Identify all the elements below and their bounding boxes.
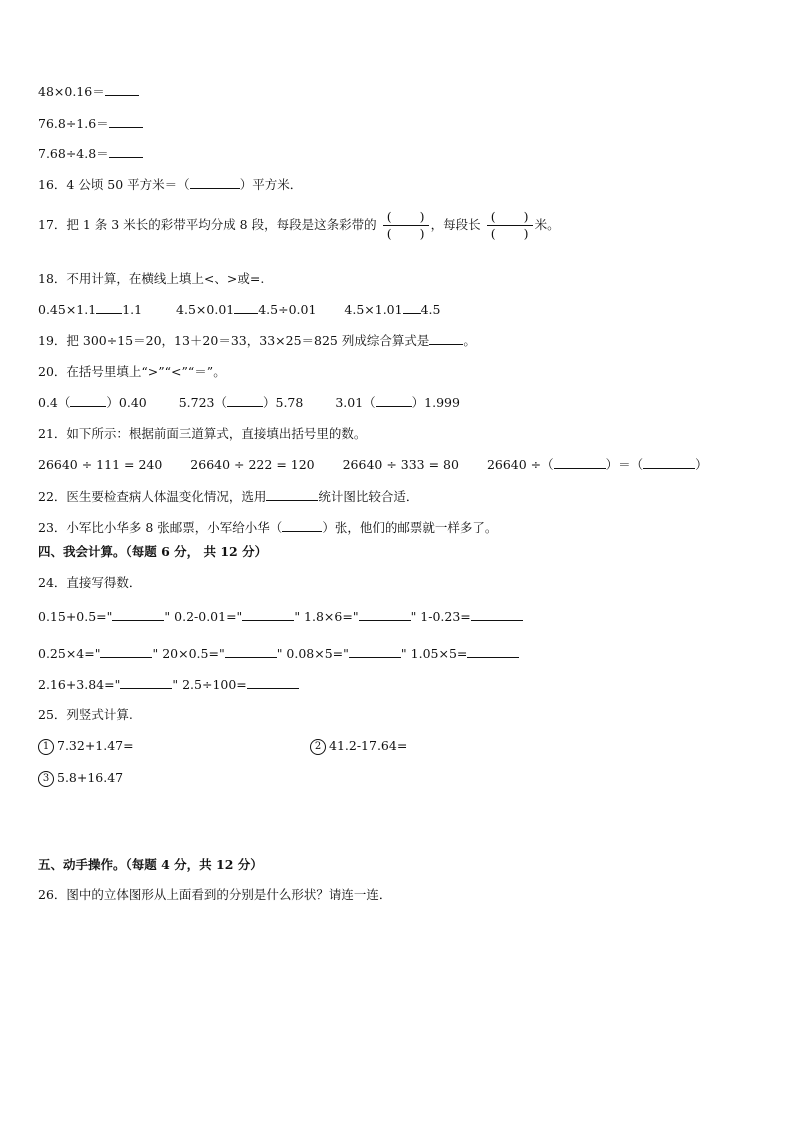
q15-expr-2: 76.8÷1.6＝ <box>38 116 109 131</box>
answer-blank[interactable] <box>554 456 606 469</box>
answer-blank[interactable] <box>190 176 240 189</box>
fraction-blank-2[interactable]: $\frac{( )}{( )}$ <box>487 209 533 242</box>
q17-text-mid: ，每段长 <box>430 217 481 232</box>
answer-blank[interactable] <box>471 608 523 621</box>
answer-blank[interactable] <box>376 394 412 407</box>
q17-text-post: 米。 <box>534 217 560 232</box>
question-20-items: 0.4（ ）0.40 5.723（ ）5.78 3.01（ ）1.999 <box>38 395 460 410</box>
answer-blank[interactable] <box>109 145 143 158</box>
question-17 <box>38 208 560 242</box>
answer-blank[interactable] <box>242 608 294 621</box>
question-18-title: 18．不用计算，在横线上填上<、>或=. <box>38 271 265 286</box>
question-26: 26．图中的立体图形从上面看到的分别是什么形状？请连一连． <box>38 887 392 902</box>
question-18-items: 0.45×1.1 1.1 4.5×0.01 4.5÷0.01 4.5×1.01 4.5 <box>38 302 441 317</box>
answer-blank[interactable] <box>643 456 695 469</box>
q16-text-post: ）平方米． <box>239 177 303 192</box>
answer-blank[interactable] <box>266 488 318 501</box>
section-5-title: 五、动手操作。（每题 4 分，共 12 分） <box>38 857 263 872</box>
question-25-item-2: 2 41.2-17.64= <box>310 737 407 755</box>
circled-number-2: 2 <box>310 739 326 755</box>
q15-expr-3: 7.68÷4.8＝ <box>38 146 109 161</box>
answer-blank[interactable] <box>112 608 164 621</box>
question-25-item-3: 3 5.8+16.47 <box>38 769 123 787</box>
q15-expr-1: 48×0.16＝ <box>38 84 105 99</box>
answer-blank[interactable] <box>105 83 139 96</box>
question-25-title: 25．列竖式计算. <box>38 707 133 722</box>
equation-1: 26640 ÷ 111 = 240 <box>38 457 163 472</box>
answer-blank[interactable] <box>403 301 421 314</box>
answer-blank[interactable] <box>359 608 411 621</box>
answer-blank[interactable] <box>282 519 322 532</box>
answer-blank[interactable] <box>109 115 143 128</box>
fraction-blank-1[interactable]: $\frac{( )}{( )}$ <box>383 209 429 242</box>
q15-line-1 <box>38 83 139 101</box>
answer-blank[interactable] <box>227 394 263 407</box>
answer-blank[interactable] <box>349 645 401 658</box>
equation-3: 26640 ÷ 333 = 80 <box>342 457 459 472</box>
question-25-item-1: 1 7.32+1.47= <box>38 737 134 755</box>
question-19: 19．把 300÷15＝20，13＋20＝33，33×25＝825 列成综合算式是 。 <box>38 333 476 348</box>
circled-number-1: 1 <box>38 739 54 755</box>
question-24-row-1: 0.15+0.5=" " 0.2-0.01=" " 1.8×6=" " 1-0.23= <box>38 608 523 626</box>
answer-blank[interactable] <box>100 645 152 658</box>
answer-blank[interactable] <box>429 332 463 345</box>
answer-blank[interactable] <box>247 676 299 689</box>
question-20-title: 20．在括号里填上“>”“<”“＝”。 <box>38 364 226 379</box>
circled-number-3: 3 <box>38 771 54 787</box>
answer-blank[interactable] <box>234 301 258 314</box>
q17-text-pre: 17．把 1 条 3 米长的彩带平均分成 8 段，每段是这条彩带的 <box>38 217 377 232</box>
question-24-row-2: 0.25×4=" " 20×0.5=" " 0.08×5=" " 1.05×5= <box>38 645 519 663</box>
question-24-title: 24．直接写得数． <box>38 575 142 590</box>
answer-blank[interactable] <box>96 301 122 314</box>
answer-blank[interactable] <box>467 645 519 658</box>
question-22: 22．医生要检查病人体温变化情况，选用 统计图比较合适． <box>38 489 419 504</box>
answer-blank[interactable] <box>70 394 106 407</box>
answer-blank[interactable] <box>225 645 277 658</box>
question-21-title: 21．如下所示：根据前面三道算式，直接填出括号里的数。 <box>38 426 367 441</box>
section-4-title: 四、我会计算。（每题 6 分， 共 12 分） <box>38 544 268 559</box>
question-24-row-3: 2.16+3.84=" " 2.5÷100= <box>38 676 299 694</box>
q15-line-3 <box>38 145 143 163</box>
equation-2: 26640 ÷ 222 = 120 <box>190 457 315 472</box>
q15-line-2 <box>38 115 143 133</box>
question-16 <box>38 176 302 194</box>
question-21-equations: 26640 ÷ 111 = 240 26640 ÷ 222 = 120 26640 ÷ 333 = 80 26640 ÷（ ）＝（ ） <box>38 457 708 472</box>
answer-blank[interactable] <box>120 676 172 689</box>
question-23: 23．小军比小华多 8 张邮票，小军给小华（ ）张，他们的邮票就一样多了。 <box>38 520 498 535</box>
q16-text-pre: 16．4 公顷 50 平方米＝（ <box>38 177 190 192</box>
